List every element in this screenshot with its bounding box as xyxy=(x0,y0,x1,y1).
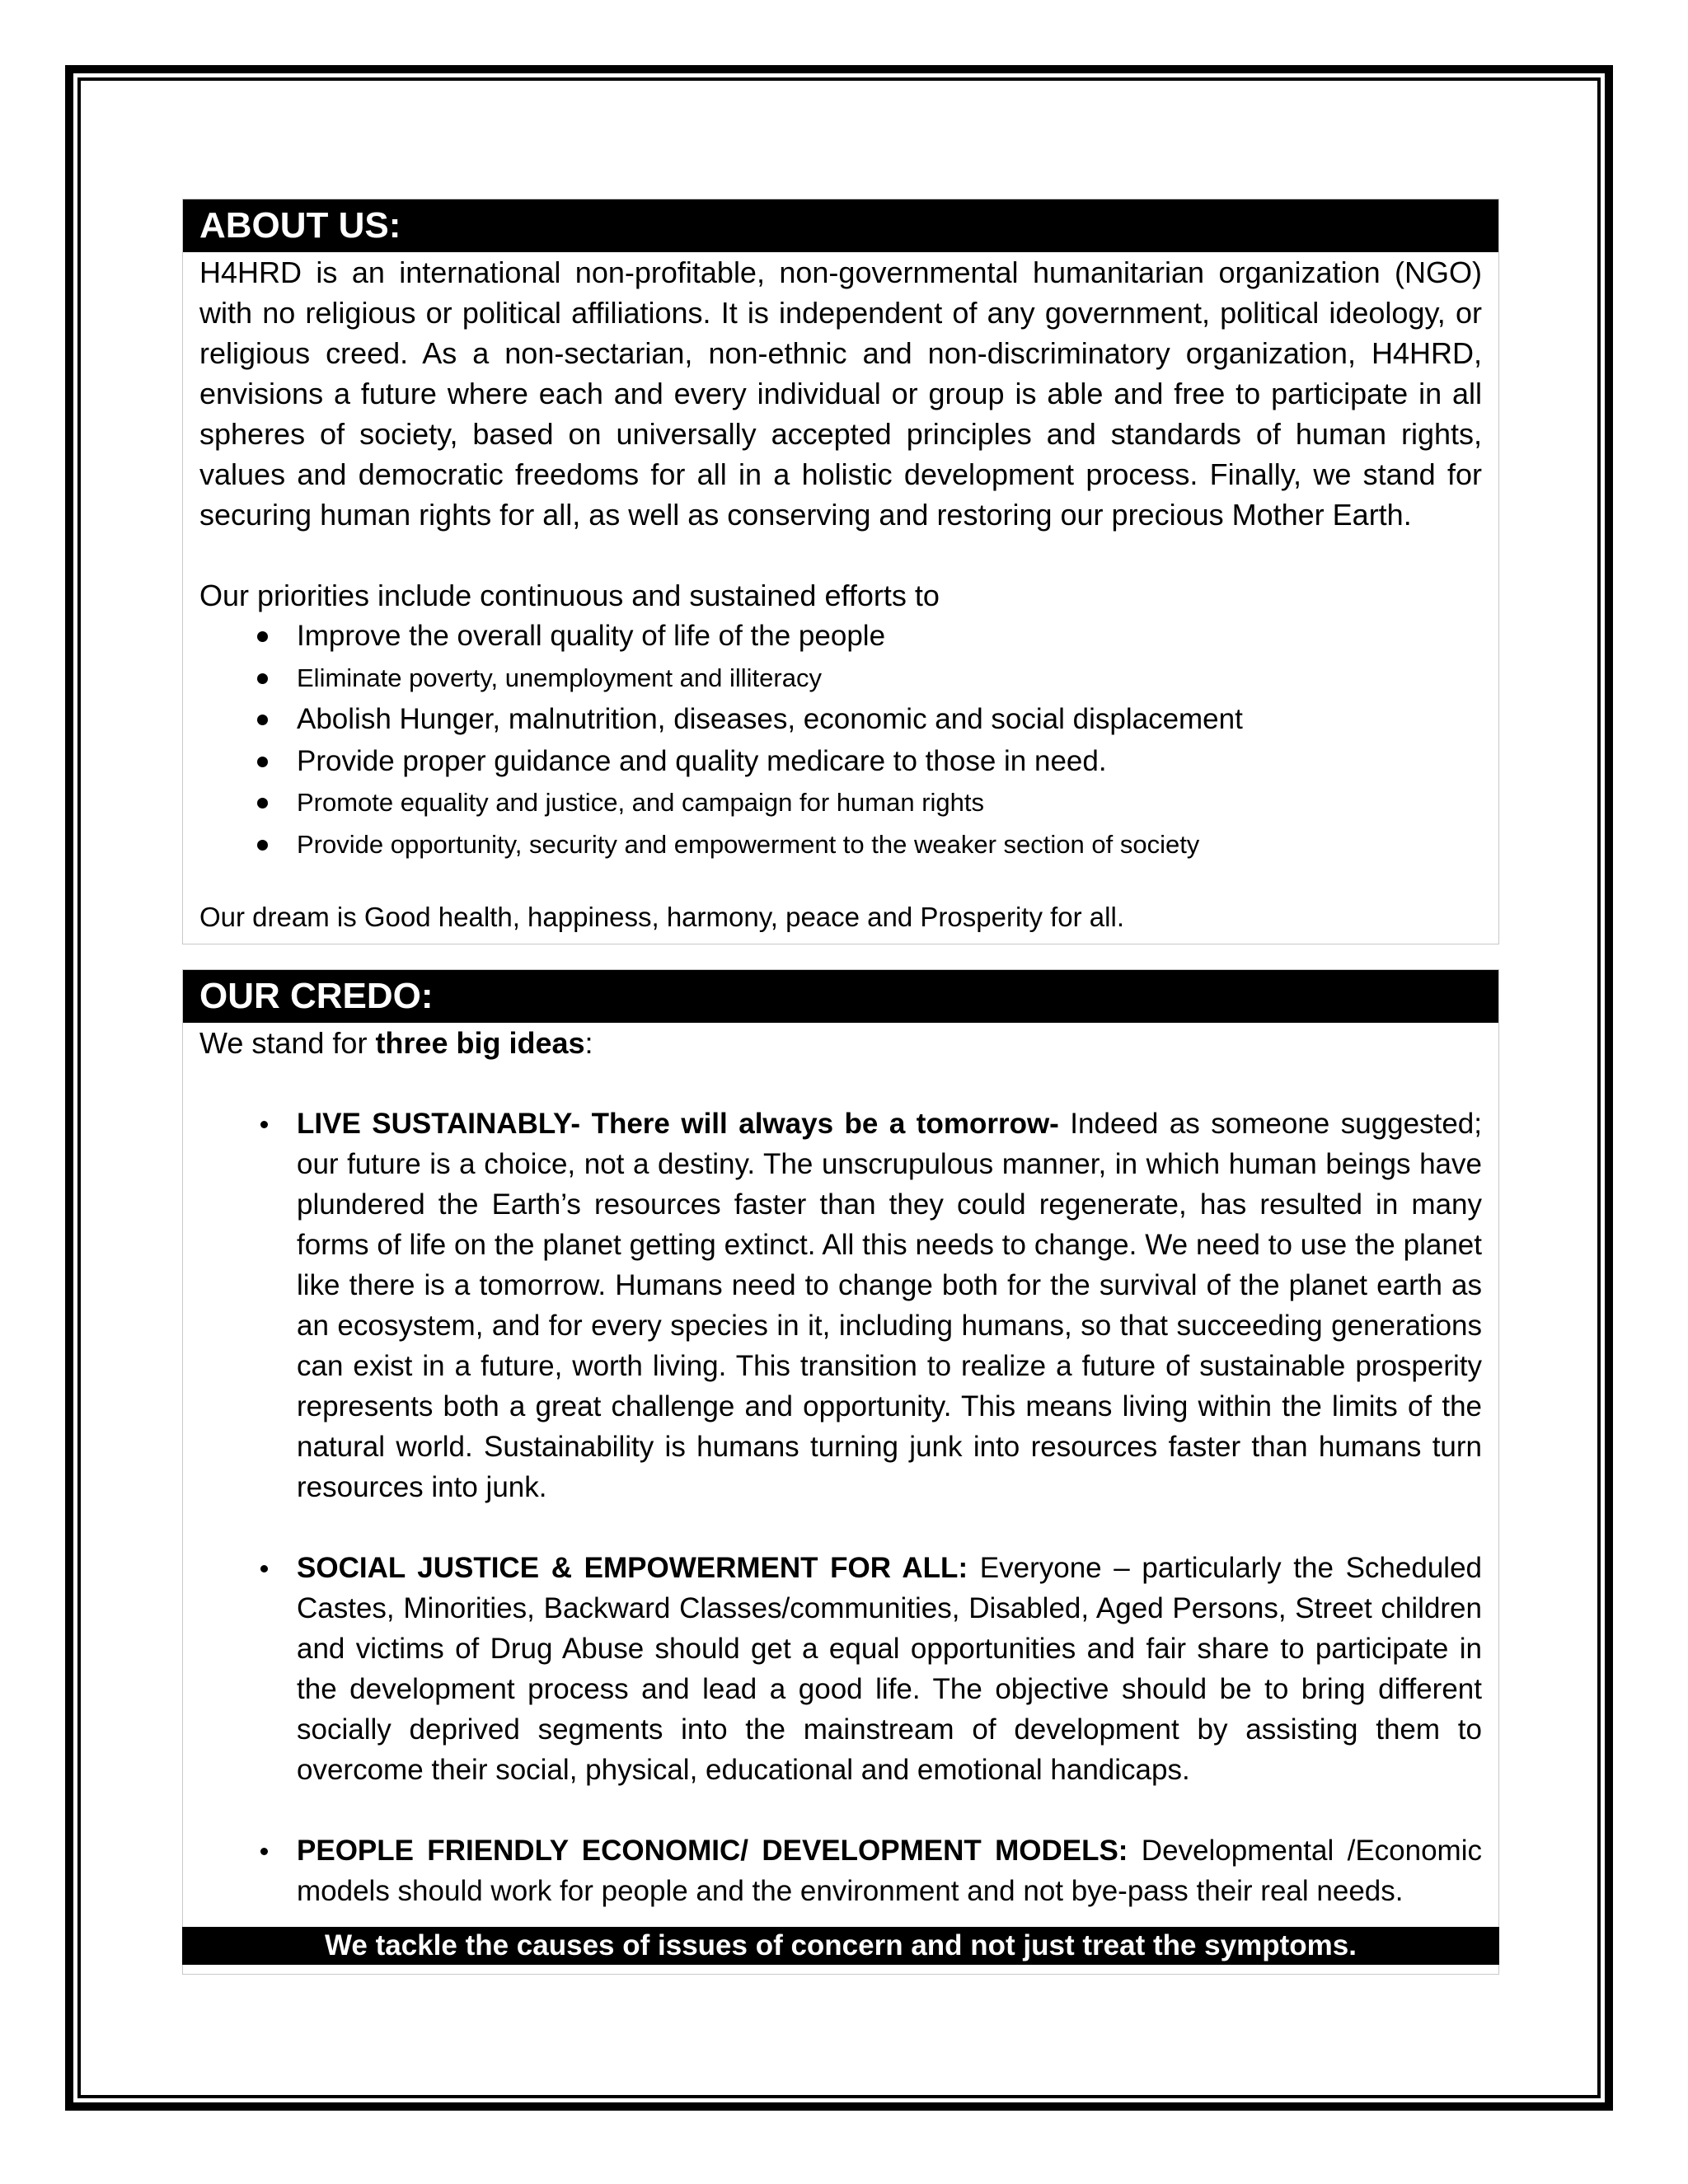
credo-intro-suffix: : xyxy=(584,1026,593,1060)
idea-title: LIVE SUSTAINABLY- There will always be a tomorrow- xyxy=(297,1108,1059,1140)
priority-item: Promote equality and justice, and campaign for human rights xyxy=(257,782,1482,824)
about-us-heading: ABOUT US: xyxy=(183,199,1498,252)
our-credo-heading: OUR CREDO: xyxy=(183,970,1498,1023)
idea-item-economic-models xyxy=(257,1830,1482,1911)
credo-intro-prefix: We stand for xyxy=(199,1026,376,1060)
credo-intro-bold: three big ideas xyxy=(375,1026,585,1060)
our-credo-section xyxy=(182,969,1499,1975)
about-us-section xyxy=(182,199,1499,944)
footer-tagline: We tackle the causes of issues of concern and not just treat the symptoms. xyxy=(182,1927,1499,1965)
idea-text: Everyone – particularly the Scheduled Castes, Minorities, Backward Classes/communities, Disabled, Aged Persons, Street children and victims of Drug Abuse should get a equal opportunities and fair share to participate in the development process and lead a good life. The objective should be to bring different socially deprived segments into the mainstream of development by assisting them to overcome their social, physical, educational and emotional handicaps. xyxy=(297,1552,1482,1786)
priorities-list xyxy=(199,616,1482,865)
dream-statement: Our dream is Good health, happiness, harmony, peace and Prosperity for all. xyxy=(199,902,1124,932)
idea-item-live-sustainably xyxy=(257,1104,1482,1507)
priority-item: Eliminate poverty, unemployment and illiteracy xyxy=(257,658,1482,700)
about-intro-paragraph: H4HRD is an international non-profitable, non-governmental humanitarian organization (NGO) with no religious or political affiliations. It is independent of any government, political ideology, or religious creed. As a non-sectarian, non-ethnic and non-discriminatory organization, H4HRD, envisions a future where each and every individual or group is able and free to participate in all spheres of society, based on universally accepted principles and standards of human rights, values and democratic freedoms for all in a holistic development process. Finally, we stand for securing human rights for all, as well as conserving and restoring our precious Mother Earth. xyxy=(199,255,1482,532)
priority-item: Provide proper guidance and quality medicare to those in need. xyxy=(257,741,1482,783)
idea-item-social-justice xyxy=(257,1548,1482,1790)
priority-item: Abolish Hunger, malnutrition, diseases, economic and social displacement xyxy=(257,699,1482,741)
priority-item: Provide opportunity, security and empowerment to the weaker section of society xyxy=(257,824,1482,866)
idea-text: Developmental /Economic models should work for people and the environment and not bye-pass their real needs. xyxy=(297,1835,1482,1907)
priorities-intro: Our priorities include continuous and sustained efforts to xyxy=(199,579,940,612)
idea-title: PEOPLE FRIENDLY ECONOMIC/ DEVELOPMENT MODELS: xyxy=(297,1835,1128,1867)
credo-intro xyxy=(199,1023,1482,1063)
priority-item: Improve the overall quality of life of the people xyxy=(257,616,1482,658)
idea-title: SOCIAL JUSTICE & EMPOWERMENT FOR ALL: xyxy=(297,1552,968,1584)
big-ideas-list xyxy=(199,1104,1482,1911)
idea-text: Indeed as someone suggested; our future is a choice, not a destiny. The unscrupulous manner, in which human beings have plundered the Earth’s resources faster than they could regenerate, has resulted in many forms of life on the planet getting extinct. All this needs to change. We need to use the planet like there is a tomorrow. Humans need to change both for the survival of the planet earth as an ecosystem, and for every species in it, including humans, so that succeeding generations can exist in a future, worth living. This transition to realize a future of sustainable prosperity represents both a great challenge and opportunity. This means living within the limits of the natural world. Sustainability is humans turning junk into resources faster than humans turn resources into junk. xyxy=(297,1108,1482,1503)
